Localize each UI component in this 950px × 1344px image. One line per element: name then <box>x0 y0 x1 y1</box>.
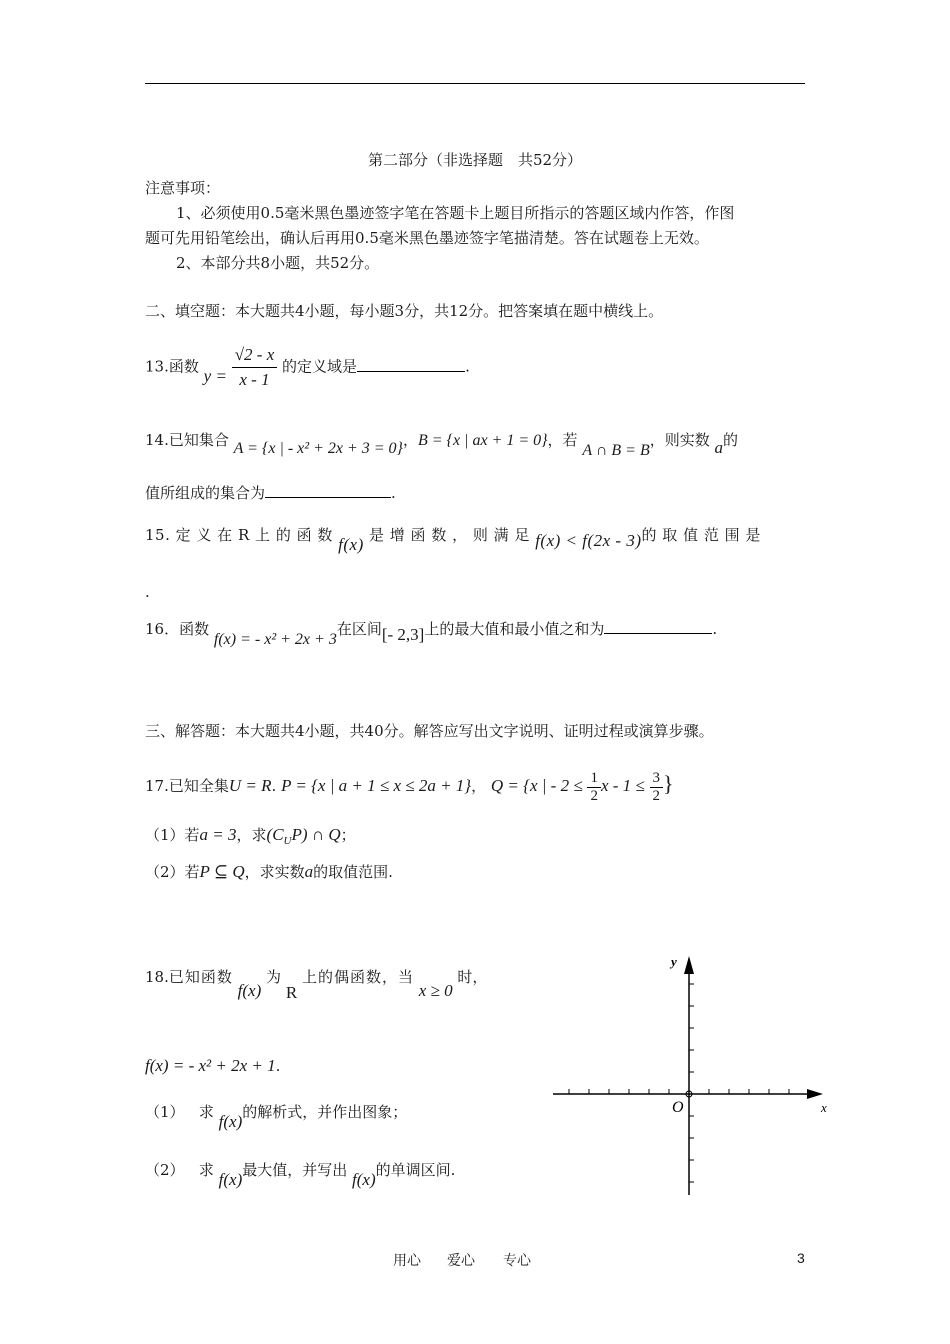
y-axis-label: y <box>671 954 677 969</box>
q16-end: . <box>712 620 718 638</box>
header-rule <box>145 83 805 84</box>
page-number: 3 <box>797 1250 805 1266</box>
q17-sub1-rest: P) ∩ Q <box>291 825 341 844</box>
q15-end: . <box>145 583 150 601</box>
q17-three-num: 3 <box>650 770 664 788</box>
q13-y: y = <box>203 366 227 386</box>
q15-inequality: f(x) < f(2x - 3) <box>535 531 642 550</box>
q15-text3: 是 增 函 数 ， 则 满 足 <box>369 526 530 544</box>
q17-sub1-U: U <box>283 835 292 847</box>
q17-num: 17. <box>145 777 169 795</box>
notes-heading: 注意事项： <box>145 179 221 197</box>
question-14-line2 <box>145 483 396 503</box>
q18-condition: x ≥ 0 <box>418 981 453 1000</box>
q14-condition: A ∩ B = B <box>582 442 650 459</box>
q15-R: R <box>237 526 250 544</box>
q17-three-den: 2 <box>652 787 661 804</box>
x-axis-arrow <box>807 1089 823 1099</box>
q17-sub1 <box>145 823 356 853</box>
q17-set-p: P = {x | a + 1 ≤ x ≤ 2a + 1} <box>281 776 472 795</box>
q17-set-q-end: } <box>663 771 674 796</box>
section-title-text: 第二部分（非选择题 共52分） <box>367 151 583 169</box>
q14-tail1: ，则实数 <box>649 431 710 449</box>
q14-num: 14. <box>145 431 169 449</box>
q17-set-q-mid: x - 1 ≤ <box>600 776 645 795</box>
question-15 <box>145 520 805 560</box>
q16-mid: 在区间 <box>336 620 382 638</box>
q18-sub2-b: 最大值，并写出 <box>242 1161 348 1179</box>
q18-sub1-b: 的解析式，并作出图象； <box>242 1103 408 1121</box>
q14-var: a <box>714 438 724 457</box>
q17-dot: . <box>271 777 277 795</box>
q17-set-q-lead: Q = {x | - 2 ≤ <box>490 776 583 795</box>
footer-text2: 爱心 <box>447 1253 475 1269</box>
q18-sub1 <box>145 1100 408 1131</box>
q15-text2: 上 的 函 数 <box>255 526 333 544</box>
q18-lead: 已知函数 <box>168 968 233 986</box>
q18-formula-line <box>145 1054 280 1078</box>
q17-sub2-label: （2）若 <box>145 863 200 881</box>
q18-sub2-a: 求 <box>198 1161 214 1179</box>
q14-end: . <box>391 484 396 502</box>
q17-frac-half <box>587 770 601 805</box>
q14-answer-blank[interactable] <box>265 483 391 498</box>
q18-formula: f(x) = - x² + 2x + 1 <box>145 1056 276 1075</box>
q18-sub1-fx: f(x) <box>218 1112 243 1131</box>
q18-fx: f(x) <box>237 981 262 1000</box>
q15-num: 15. <box>145 526 171 544</box>
q17-sub1-end: ； <box>340 826 356 844</box>
q14-comma1: ， <box>402 431 418 449</box>
q18-sub2-fx2: f(x) <box>352 1170 376 1189</box>
q17-lead: 已知全集 <box>168 777 229 795</box>
q18-t3: 时， <box>457 968 488 986</box>
q18-num: 18. <box>145 968 169 986</box>
q16-interval: [- 2,3] <box>381 625 425 644</box>
q17-sub1-expr: (C <box>266 825 284 844</box>
q16-num: 16． <box>145 620 180 638</box>
coordinate-graph <box>545 950 845 1200</box>
q17-half-den: 2 <box>590 787 598 804</box>
q18-sub2 <box>145 1158 456 1189</box>
q17-sub2-var: a <box>304 862 314 881</box>
q18-formula-end: . <box>275 1057 281 1075</box>
q17-sub2 <box>145 860 393 884</box>
q15-fx: f(x) <box>338 535 364 554</box>
q16-tail: 上的最大值和最小值之和为 <box>424 620 605 638</box>
q17-half-num: 1 <box>587 770 601 788</box>
q18-sub2-fx: f(x) <box>218 1170 243 1189</box>
footer-text1: 用心 <box>393 1253 421 1269</box>
q14-line2: 值所组成的集合为 <box>145 484 266 502</box>
q17-sep: ， <box>471 777 487 795</box>
q18-sub1-a: 求 <box>198 1103 214 1121</box>
q17-sub2-end: 的取值范围. <box>313 863 393 881</box>
question-14 <box>145 425 738 466</box>
notes-item2: 2、本部分共8小题，共52分。 <box>176 254 380 272</box>
q14-tail2: 的 <box>723 431 739 449</box>
q13-lead: 函数 <box>168 357 199 376</box>
q13-numerator: √2 - x <box>232 343 278 368</box>
q14-set-a: A = {x | - x² + 2x + 3 = 0} <box>233 440 403 457</box>
q18-R: R <box>285 983 298 1002</box>
q16-answer-blank[interactable] <box>604 619 712 634</box>
q17-sub2-expr: P ⊆ Q <box>199 862 245 881</box>
q13-answer-blank[interactable] <box>357 357 465 372</box>
origin-label: O <box>672 1099 684 1116</box>
q13-end: . <box>465 357 470 376</box>
q13-fraction <box>232 343 278 392</box>
q18-sub2-c: 的单调区间. <box>375 1161 456 1179</box>
q17-sub1-mid: ，求 <box>236 826 267 844</box>
q13-num: 13. <box>145 357 169 376</box>
q18-t1: 为 <box>266 968 282 986</box>
q17-universe: U = R <box>228 776 272 795</box>
question-17 <box>145 766 674 805</box>
question-18 <box>145 965 488 1002</box>
q17-sub1-label: （1）若 <box>145 826 200 844</box>
q14-lead: 已知集合 <box>168 431 229 449</box>
q17-sub2-mid: ，求实数 <box>244 863 305 881</box>
x-axis-label: x <box>821 1100 827 1115</box>
q15-text1: 定 义 在 <box>175 526 233 544</box>
q13-tail: 的定义域是 <box>282 357 358 376</box>
q15-text4: 的 取 值 范 围 是 <box>641 526 761 544</box>
q17-frac-three-halves <box>650 770 664 805</box>
q13-denominator: x - 1 <box>239 370 270 389</box>
q14-set-b: B = {x | ax + 1 = 0} <box>417 432 548 449</box>
footer-text3: 专心 <box>503 1253 531 1269</box>
q16-lead: 函数 <box>179 620 210 638</box>
notes-item1-line1: 1、必须使用0.5毫米黑色墨迹签字笔在答题卡上题目所指示的答题区域内作答，作图 <box>176 204 735 222</box>
notes-item1-line2: 题可先用铅笔绘出，确认后再用0.5毫米黑色墨迹签字笔描清楚。答在试题卷上无效。 <box>145 229 709 247</box>
q18-sub1-label: （1） <box>145 1103 185 1121</box>
section-title <box>0 150 950 170</box>
q16-function: f(x) = - x² + 2x + 3 <box>213 631 337 648</box>
question-13 <box>145 343 470 392</box>
q14-comma2: ，若 <box>547 431 578 449</box>
q18-t2: 上的偶函数，当 <box>301 968 414 986</box>
q18-sub2-label: （2） <box>145 1161 185 1179</box>
part3-heading: 三、解答题：本大题共4小题，共40分。解答应写出文字说明、证明过程或演算步骤。 <box>145 722 714 740</box>
question-16 <box>145 614 717 655</box>
y-axis-arrow <box>684 956 694 974</box>
part2-heading: 二、填空题：本大题共4小题，每小题3分，共12分。把答案填在题中横线上。 <box>145 302 664 320</box>
q17-sub1-a: a = 3 <box>199 825 237 844</box>
